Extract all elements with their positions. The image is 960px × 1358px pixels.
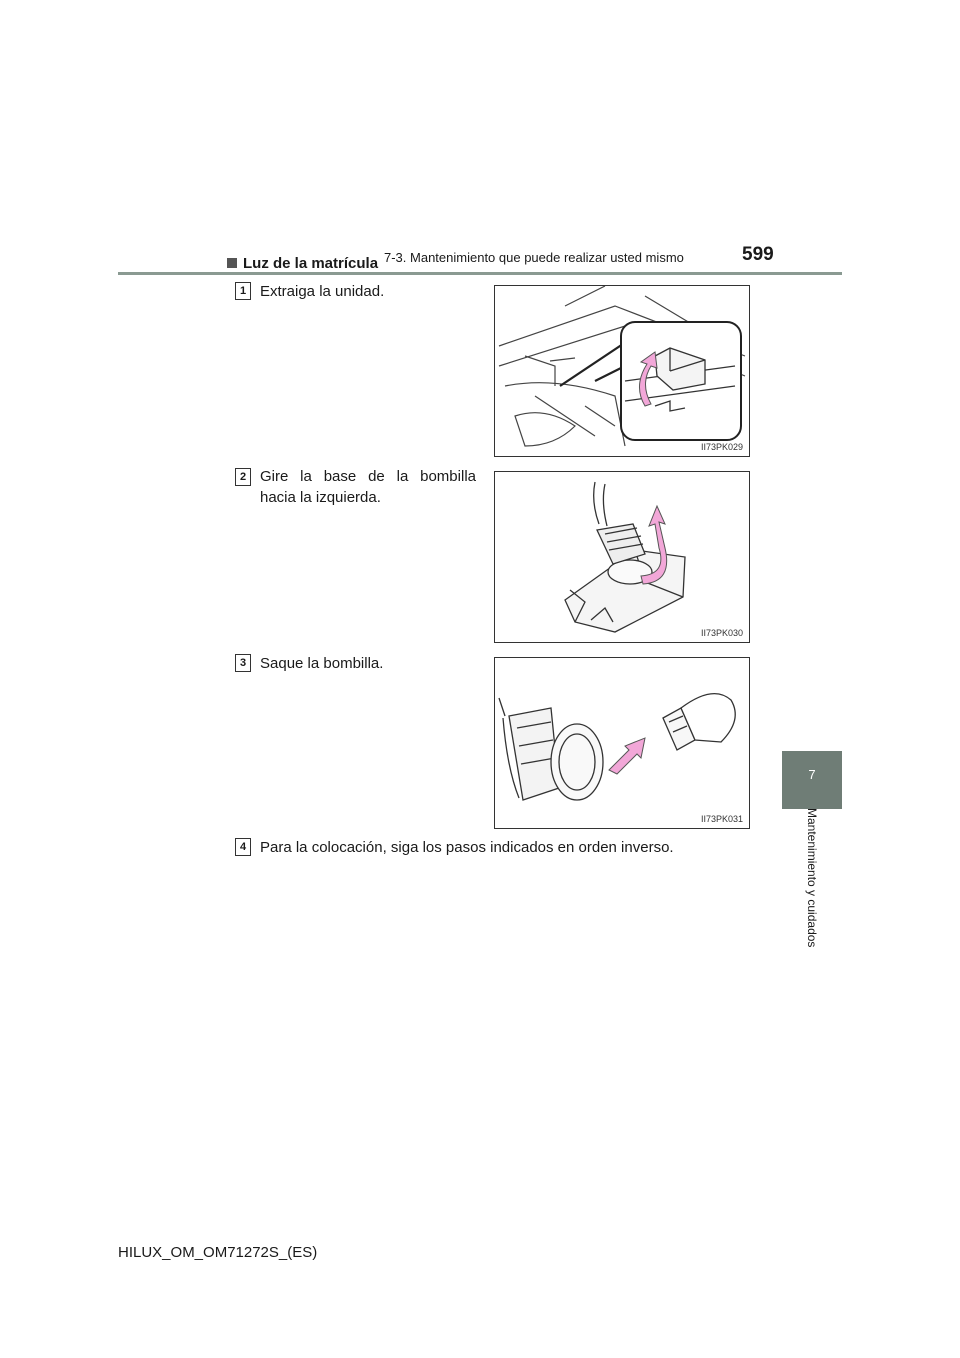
page-number: 599 — [742, 244, 774, 265]
figure-code: II73PK031 — [700, 814, 743, 824]
header-divider — [118, 272, 842, 275]
section-heading-text: Luz de la matrícula — [243, 255, 379, 272]
step-number-badge: 1 — [235, 282, 251, 300]
step-1-illustration — [494, 285, 750, 457]
chapter-number: 7 — [808, 767, 816, 782]
step-text: Para la colocación, siga los pasos indicados en orden inverso. — [260, 839, 674, 856]
license-light-unit-illustration — [495, 286, 751, 458]
bulb-base-rotation-illustration — [495, 472, 751, 644]
step-number-badge: 4 — [235, 838, 251, 856]
step-text: Saque la bombilla. — [260, 655, 384, 672]
running-header: 7-3. Mantenimiento que puede realizar usted mismo — [384, 250, 684, 265]
step-3-illustration — [494, 657, 750, 829]
step-number-badge: 2 — [235, 468, 251, 486]
bulb-removal-illustration — [495, 658, 751, 830]
square-bullet-icon — [227, 258, 237, 268]
chapter-label: Mantenimiento y cuidados — [805, 808, 819, 948]
figure-code: II73PK030 — [700, 628, 743, 638]
document-code: HILUX_OM_OM71272S_(ES) — [118, 1244, 318, 1261]
step-text: Extraiga la unidad. — [260, 283, 385, 300]
step-2-illustration — [494, 471, 750, 643]
section-heading — [227, 255, 378, 272]
figure-code: II73PK029 — [700, 442, 743, 452]
step-text: Gire la base de la bombilla hacia la izquierda. — [260, 468, 476, 506]
step-number-badge: 3 — [235, 654, 251, 672]
